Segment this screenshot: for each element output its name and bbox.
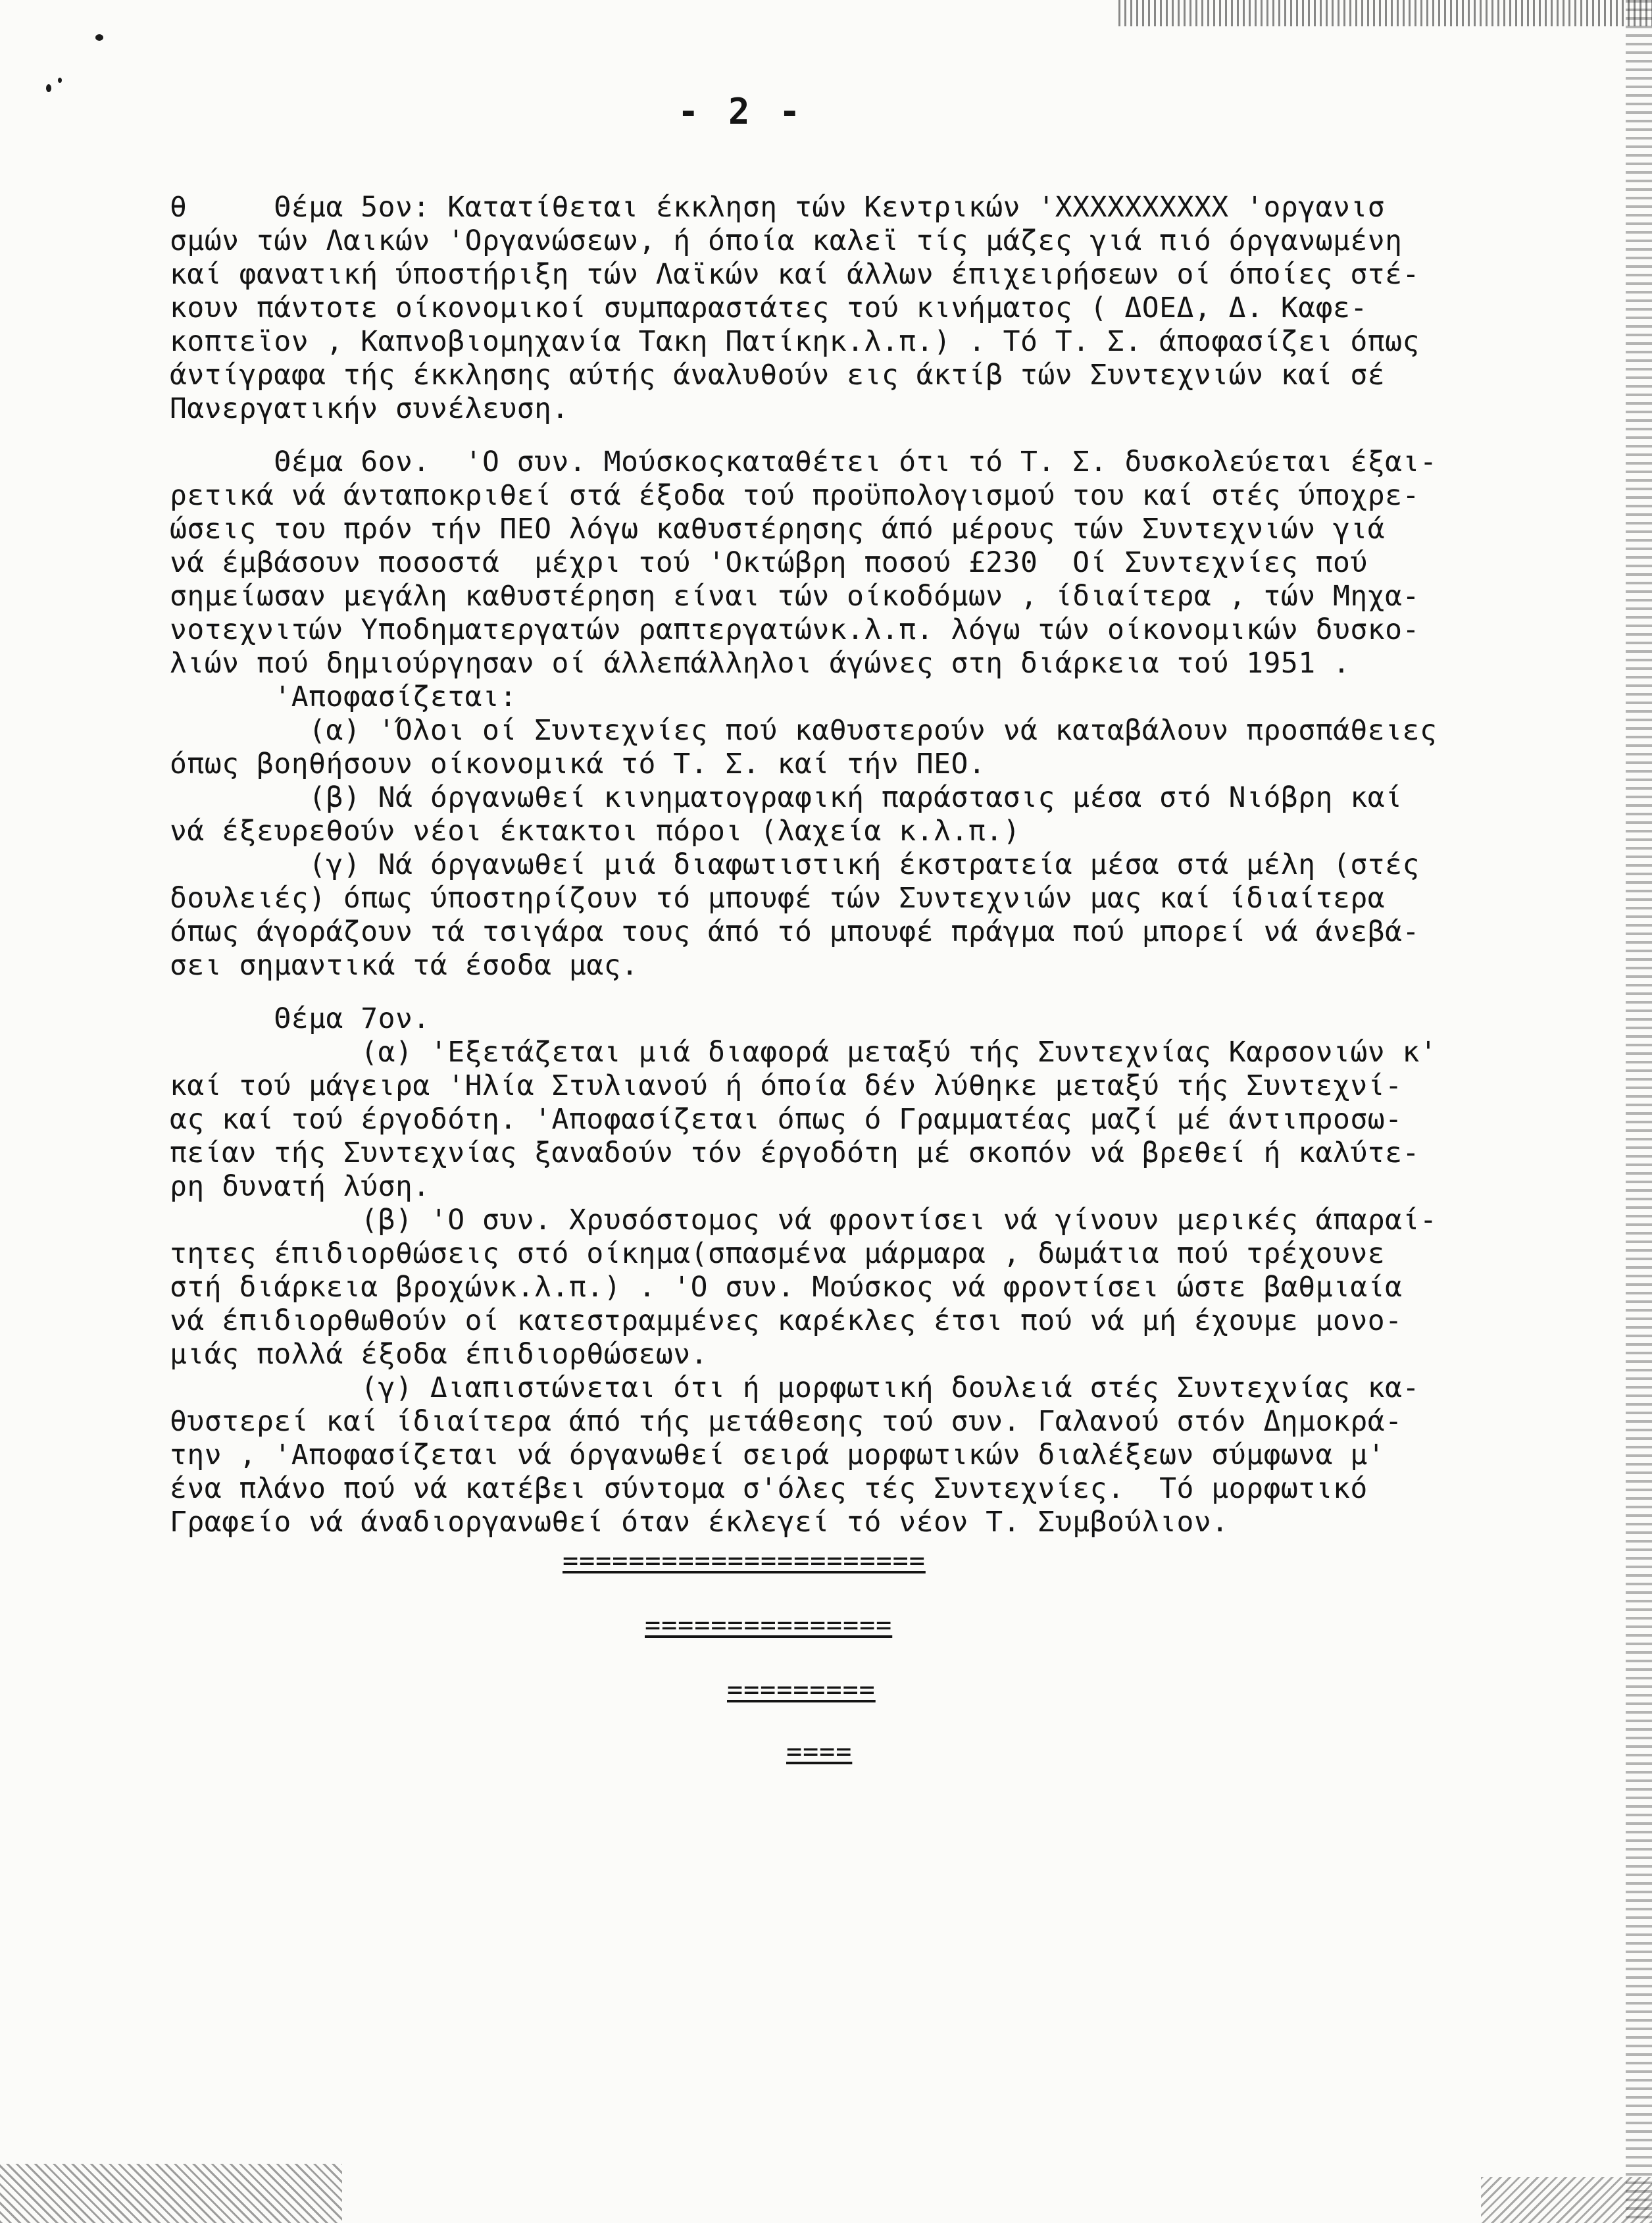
scan-edge-noise-right [1626, 0, 1652, 2223]
scan-edge-noise-bottom-left [0, 2164, 342, 2223]
scan-speck [58, 78, 62, 83]
text-line: 'Αποφασίζεται: [170, 680, 517, 713]
page-number: - 2 - [678, 91, 805, 132]
text-line: (γ) Νά όργανωθεί μιά διαφωτιστική έκστρατεία μέσα στά μέλη (στές [170, 848, 1420, 881]
paragraph-gap [170, 983, 1591, 1002]
section-heading: Θέμα 7ον. [170, 1002, 430, 1035]
text-line: όπως βοηθήσουν οίκονομικά τό Τ. Σ. καί τήν ΠΕΟ. [170, 748, 986, 780]
text-line: νά έπιδιορθωθούν οί κατεστραμμένες καρέκλες έτσι πού νά μή έχουμε μονο- [170, 1304, 1403, 1337]
scan-edge-noise-top [1118, 0, 1652, 26]
text-line: Πανεργατικήν συνέλευση. [170, 392, 569, 425]
text-line: Θέμα 6ον. 'Ο συν. Μούσκοςκαταθέτει ότι τό Τ. Σ. δυσκολεύεται έξαι- [170, 446, 1438, 478]
text-line: (β) 'Ο συν. Χρυσόστομος νά φροντίσει νά γίνουν μερικές άπαραί- [170, 1204, 1438, 1237]
closing-rule: ==== [786, 1737, 853, 1767]
text-line: κουν πάντοτε οίκονομικοί συμπαραστάτες τού κινήματος ( ΔΟΕΔ, Δ. Καφε- [170, 292, 1368, 324]
text-line: νά έξευρεθούν νέοι έκτακτοι πόροι (λαχεία κ.λ.π.) [170, 815, 1021, 848]
text-line: νά έμβάσουν ποσοστά μέχρι τού 'Οκτώβρη ποσού £230 Οί Συντεχνίες πού [170, 546, 1368, 579]
text-line: σμών τών Λαικών 'Οργανώσεων, ή όποία καλεϊ τίς μάζες γιά πιό όργανωμένη [170, 224, 1403, 257]
text-line: σει σημαντικά τά έσοδα μας. [170, 949, 639, 982]
text-line: ρη δυνατή λύση. [170, 1170, 430, 1203]
text-line: (α) 'Εξετάζεται μιά διαφορά μεταξύ τής Συντεχνίας Καρσονιών κ' [170, 1036, 1438, 1069]
text-line: τητες έπιδιορθώσεις στό οίκημα(σπασμένα μάρμαρα , δωμάτια πού τρέχουνε [170, 1237, 1386, 1270]
section-theme-5 [170, 191, 1591, 426]
text-line: θυστερεί καί ίδιαίτερα άπό τής μετάθεσης τού συν. Γαλανού στόν Δημοκρά- [170, 1405, 1403, 1438]
document-body [170, 191, 1591, 1539]
text-line: δουλειές) όπως ύποστηρίζουν τό μπουφέ τών Συντεχνιών μας καί ίδιαίτερα [170, 882, 1386, 915]
text-line: μιάς πολλά έξοδα έπιδιορθώσεων. [170, 1338, 709, 1371]
text-line: ένα πλάνο πού νά κατέβει σύντομα σ'όλες τές Συντεχνίες. Τό μορφωτικό [170, 1472, 1368, 1505]
text-line: σημείωσαν μεγάλη καθυστέρηση είναι τών οίκοδόμων , ίδιαίτερα , τών Μηχα- [170, 580, 1420, 613]
scan-speck [46, 84, 51, 92]
text-line: νοτεχνιτών Υποδηματεργατών ραπτεργατώνκ.λ.π. λόγω τών οίκονομικών δυσκο- [170, 613, 1420, 646]
text-line: Γραφείο νά άναδιοργανωθεί όταν έκλεγεί τό νέον Τ. Συμβούλιον. [170, 1506, 1229, 1539]
text-line: (γ) Διαπιστώνεται ότι ή μορφωτική δουλειά στές Συντεχνίας κα- [170, 1371, 1420, 1404]
text-line: κοπτεϊον , Καπνοβιομηχανία Τακη Πατίκηκ.λ.π.) . Τό Τ. Σ. άποφασίζει όπως [170, 325, 1420, 358]
section-theme-6 [170, 446, 1591, 983]
text-line: (α) 'Όλοι οί Συντεχνίες πού καθυστερούν νά καταβάλουν προσπάθειες [170, 714, 1438, 747]
closing-rule: =============== [645, 1610, 893, 1641]
closing-rule: ========= [727, 1675, 876, 1705]
section-theme-7 [170, 1002, 1591, 1539]
text-line: στή διάρκεια βροχώνκ.λ.π.) . 'Ο συν. Μούσκος νά φροντίσει ώστε βαθμιαία [170, 1271, 1403, 1304]
text-line: την , 'Αποφασίζεται νά όργανωθεί σειρά μορφωτικών διαλέξεων σύμφωνα μ' [170, 1439, 1386, 1471]
scan-speck [95, 34, 103, 41]
closing-rule: ====================== [563, 1546, 926, 1576]
text-line: ας καί τού έργοδότη. 'Αποφασίζεται όπως ό Γραμματέας μαζί μέ άντιπροσω- [170, 1103, 1403, 1136]
text-line: καί φανατική ύποστήριξη τών Λαϊκών καί άλλων έπιχειρήσεων οί όποίες στέ- [170, 258, 1420, 291]
text-line: λιών πού δημιούργησαν οί άλλεπάλληλοι άγώνες στη διάρκεια τού 1951 . [170, 647, 1351, 680]
scan-edge-noise-bottom-right [1481, 2177, 1652, 2223]
text-line: θ Θέμα 5ον: Κατατίθεται έκκληση τών Κεντρικών 'XXXXXXXXXX 'οργανισ [170, 191, 1386, 224]
text-line: (β) Νά όργανωθεί κινηματογραφική παράστασις μέσα στό Νιόβρη καί [170, 781, 1403, 814]
text-line: όπως άγοράζουν τά τσιγάρα τους άπό τό μπουφέ πράγμα πού μπορεί νά άνεβά- [170, 915, 1420, 948]
paragraph-gap [170, 426, 1591, 446]
text-line: ώσεις του πρόν τήν ΠΕΟ λόγω καθυστέρησης άπό μέρους τών Συντεχνιών γιά [170, 513, 1386, 546]
text-line: καί τού μάγειρα 'Ηλία Στυλιανού ή όποία δέν λύθηκε μεταξύ τής Συντεχνί- [170, 1069, 1403, 1102]
text-line: άντίγραφα τής έκκλησης αύτής άναλυθούν εις άκτίβ τών Συντεχνιών καί σέ [170, 359, 1386, 392]
text-line: πείαν τής Συντεχνίας ξαναδούν τόν έργοδότη μέ σκοπόν νά βρεθεί ή καλύτε- [170, 1137, 1420, 1169]
text-line: ρετικά νά άνταποκριθεί στά έξοδα τού προϋπολογισμού του καί στές ύποχρε- [170, 479, 1420, 512]
